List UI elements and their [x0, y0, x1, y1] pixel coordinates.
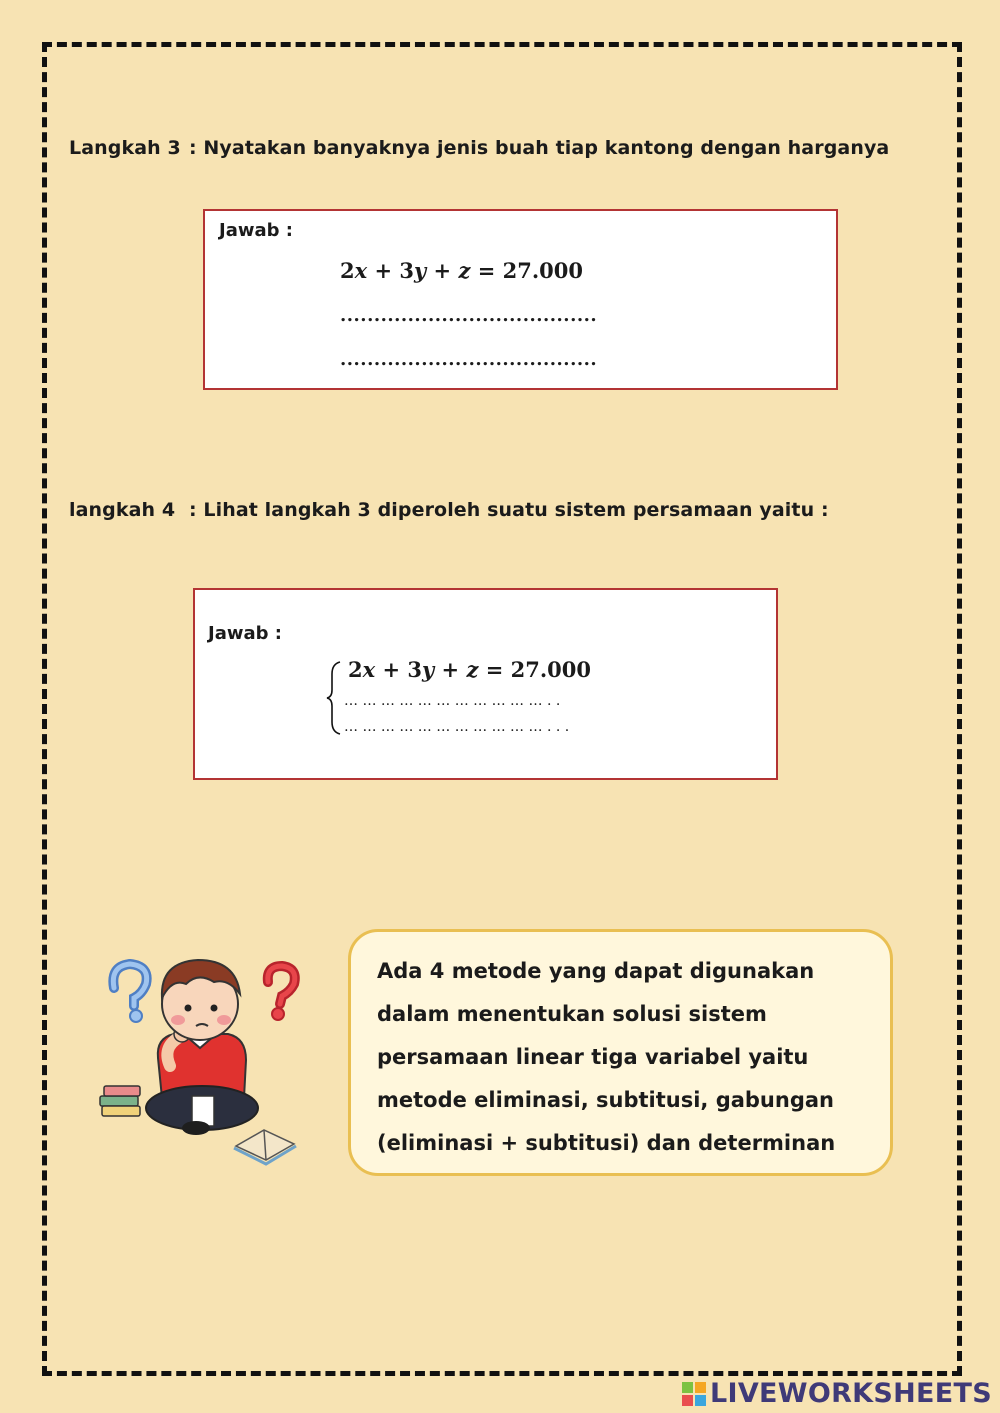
method-info-box: [348, 929, 893, 1176]
red-question-mark-icon: [268, 966, 295, 1020]
stack-of-books-icon: [100, 1086, 140, 1116]
answer-blank-2[interactable]: ......................................: [340, 349, 598, 370]
system-blank-1[interactable]: … … … … … … … … … … … . .: [344, 693, 561, 709]
note-line: Ada 4 metode yang dapat digunakan: [377, 959, 815, 983]
open-book-icon: [234, 1130, 296, 1164]
equation-line: 2x + 3y + z = 27.000: [340, 258, 583, 283]
liveworksheets-watermark: [682, 1378, 992, 1409]
answer-box-step-4: [193, 588, 778, 780]
step-3-heading: [69, 137, 889, 159]
step-3-label: Langkah 3: [69, 137, 181, 159]
watermark-text: LIVEWORKSHEETS: [709, 1378, 992, 1409]
answer-label: Jawab :: [219, 220, 293, 241]
note-line: persamaan linear tiga variabel yaitu: [377, 1045, 809, 1069]
step-4-heading: [69, 499, 829, 521]
step-4-label: langkah 4: [69, 499, 176, 521]
system-equation-line: 2x + 3y + z = 27.000: [348, 657, 591, 682]
note-line: metode eliminasi, subtitusi, gabungan: [377, 1088, 834, 1112]
liveworksheets-logo-icon: [682, 1382, 706, 1406]
step-3-instruction: : Nyatakan banyaknya jenis buah tiap kantong dengan harganya: [189, 137, 890, 159]
note-line: dalam menentukan solusi sistem: [377, 1002, 767, 1026]
blue-question-mark-icon: [113, 964, 146, 1022]
answer-label: Jawab :: [208, 623, 282, 644]
answer-box-step-3: [203, 209, 838, 390]
answer-blank-1[interactable]: ......................................: [340, 305, 598, 326]
thinking-child-illustration: [96, 948, 311, 1168]
system-blank-2[interactable]: … … … … … … … … … … … . . .: [344, 719, 570, 735]
note-line: (eliminasi + subtitusi) dan determinan: [377, 1131, 836, 1155]
step-4-instruction: : Lihat langkah 3 diperoleh suatu sistem persamaan yaitu :: [189, 499, 829, 521]
